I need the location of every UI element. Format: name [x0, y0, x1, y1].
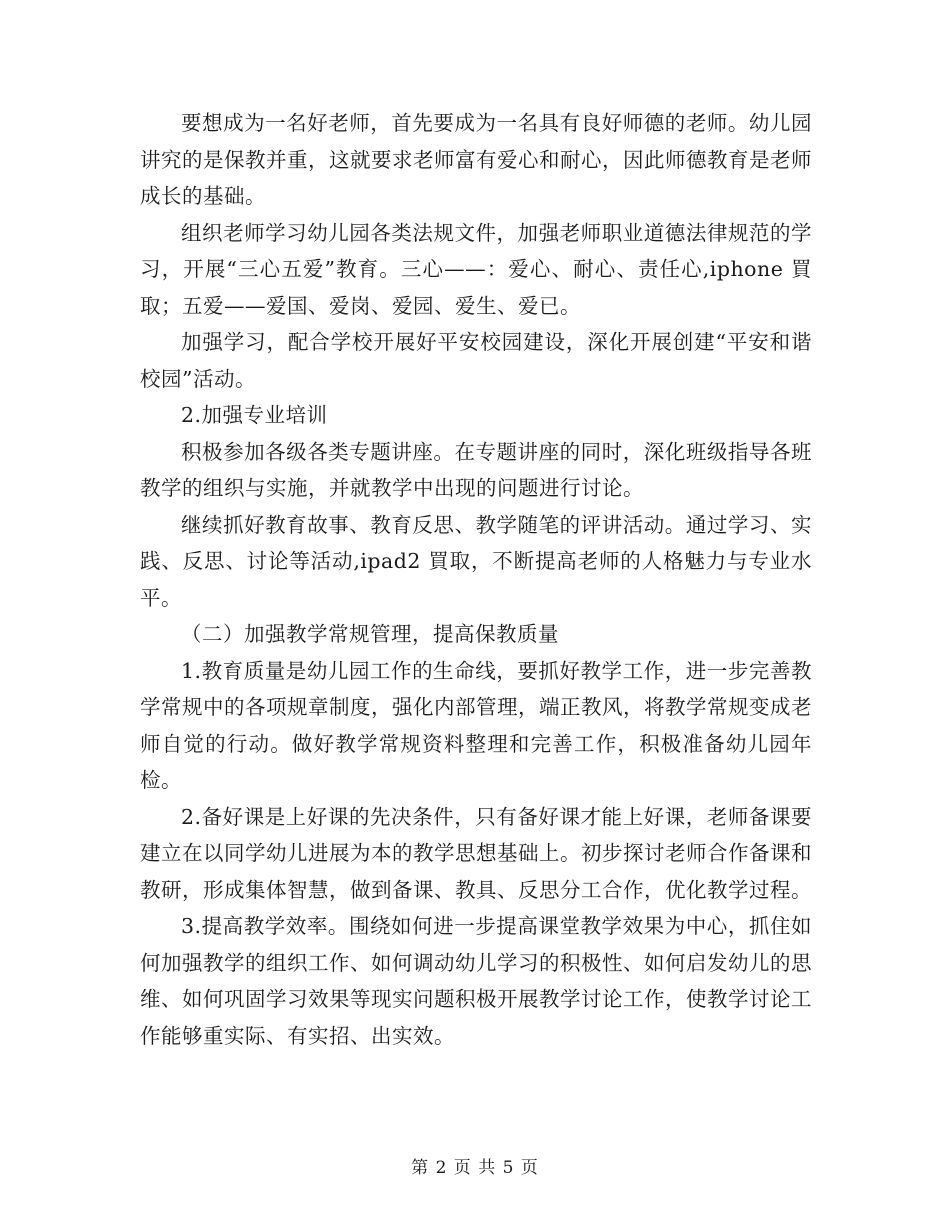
- paragraph-evaluation-activities: 继续抓好教育故事、教育反思、教学随笔的评讲活动。通过学习、实践、反思、讨论等活动,ipad2 買取，不断提高老师的人格魅力与专业水平。: [140, 512, 812, 610]
- page-number-footer: 第 2 页 共 5 页: [411, 1158, 539, 1178]
- paragraph-lectures: 积极参加各级各类专题讲座。在专题讲座的同时，深化班级指导各班教学的组织与实施，并就教学中出现的问题进行讨论。: [140, 439, 812, 500]
- document-body: [140, 105, 812, 1054]
- paragraph-education-quality: 1.教育质量是幼儿园工作的生命线，要抓好教学工作，进一步完善教学常规中的各项规章制度，强化内部管理，端正教风，将教学常规变成老师自觉的行动。做好教学常规资料整理和完善工作，积极准备幼儿园年检。: [140, 658, 812, 792]
- paragraph-lesson-preparation: 2.备好课是上好课的先决条件，只有备好课才能上好课，老师备课要建立在以同学幼儿进展为本的教学思想基础上。初步探讨老师合作备课和教研，形成集体智慧，做到备课、教具、反思分工合作，优化教学过程。: [140, 804, 812, 902]
- heading-teaching-management: （二）加强教学常规管理，提高保教质量: [181, 622, 559, 646]
- heading-professional-training: 2.加强专业培训: [181, 403, 328, 427]
- paragraph-safe-campus: 加强学习，配合学校开展好平安校园建设，深化开展创建“平安和谐校园”活动。: [140, 330, 812, 391]
- paragraph-teacher-ethics: 要想成为一名好老师，首先要成为一名具有良好师德的老师。幼儿园讲究的是保教并重，这就要求老师富有爱心和耐心，因此师德教育是老师成长的基础。: [140, 111, 812, 208]
- paragraph-regulations-study: 组织老师学习幼儿园各类法规文件，加强老师职业道德法律规范的学习，开展“三心五爱”教育。三心——：爱心、耐心、责任心,iphone 買取；五爱——爱国、爱岗、爱园、爱生、爱已。: [140, 220, 812, 318]
- paragraph-teaching-efficiency: 3.提高教学效率。围绕如何进一步提高课堂教学效果为中心，抓住如何加强教学的组织工作、如何调动幼儿学习的积极性、如何启发幼儿的思维、如何巩固学习效果等现实问题积极开展教学讨论工作，使教学讨论工作能够重实际、有实招、出实效。: [140, 914, 812, 1048]
